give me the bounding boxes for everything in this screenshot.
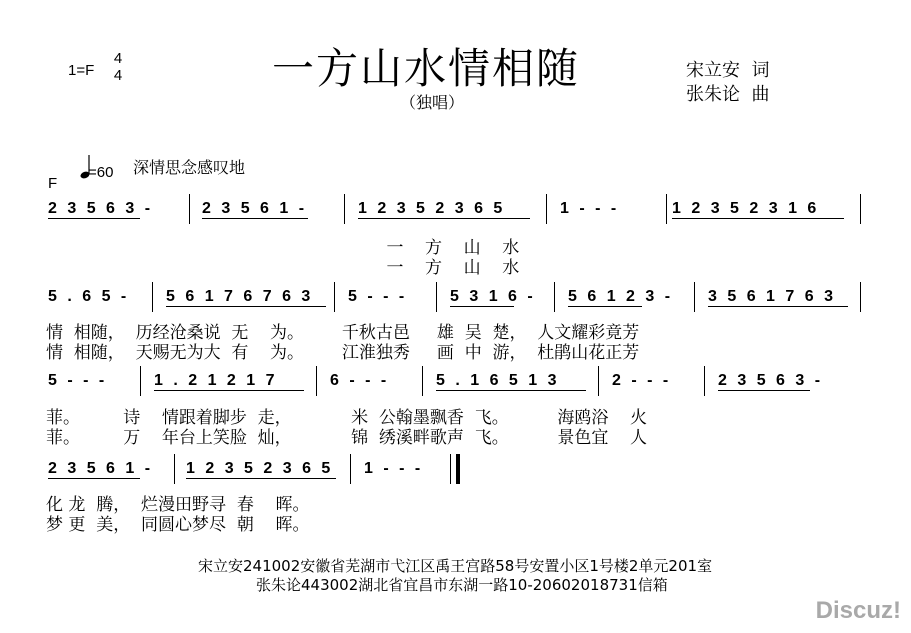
measure: 1 2 3 5 2 3 6 5 (358, 200, 506, 217)
underline-beam (568, 306, 642, 307)
song-title: 一方山水情相随 (272, 44, 581, 93)
lyric-line-2: 一 方 山 水 (46, 258, 520, 278)
underline-beam (48, 478, 140, 479)
measure: 3 5 6 1 7 6 3 (708, 288, 836, 305)
barline (860, 282, 861, 312)
staff-4 (44, 458, 864, 480)
measure: 5 . 6 5 - (48, 288, 130, 305)
lyricist-credit: 宋立安 词 (686, 60, 770, 81)
measure: 5 6 1 7 6 7 6 3 (166, 288, 314, 305)
barline (174, 454, 175, 484)
measure: 2 3 5 6 1 - (48, 460, 154, 477)
measure: 1 2 3 5 2 3 1 6 (672, 200, 820, 217)
measure: 1 - - - (560, 200, 620, 217)
underline-beam (718, 390, 810, 391)
barline (350, 454, 351, 484)
barline (666, 194, 667, 224)
composer-credit: 张朱论 曲 (686, 84, 770, 105)
lyric-line-2: 情 相随， 天赐无为大 有 为。 江淮独秀 画 中 游， 杜鹃山花正芳 (46, 343, 640, 363)
measure: 5 . 1 6 5 1 3 (436, 372, 560, 389)
tempo-bpm: =60 (88, 164, 114, 181)
barline (554, 282, 555, 312)
underline-beam (186, 478, 336, 479)
barline (344, 194, 345, 224)
staff-3 (44, 370, 864, 392)
key-signature: 1=F (68, 62, 95, 79)
time-signature-bottom: 4 (113, 67, 123, 84)
underline-beam (166, 306, 326, 307)
lyric-line-1: 一 方 山 水 (46, 238, 520, 258)
underline-beam (672, 218, 844, 219)
barline (598, 366, 599, 396)
measure: 6 - - - (330, 372, 390, 389)
measure: 2 - - - (612, 372, 672, 389)
final-barline-thin (450, 454, 451, 484)
lyric-line-1: 菲。 诗 情跟着脚步 走， 米 公翰墨飘香 飞。 海鸥浴 火 (46, 408, 647, 428)
barline (189, 194, 190, 224)
barline (436, 282, 437, 312)
measure: 5 - - - (48, 372, 108, 389)
measure: 2 3 5 6 3 - (48, 200, 154, 217)
measure: 2 3 5 6 3 - (718, 372, 824, 389)
tempo-key: F (48, 175, 58, 192)
lyric-line-2: 菲。 万 年台上笑脸 灿， 锦 绣溪畔歌声 飞。 景色宜 人 (46, 428, 647, 448)
final-barline-thick (456, 454, 460, 484)
barline (152, 282, 153, 312)
underline-beam (436, 390, 586, 391)
barline (704, 366, 705, 396)
author-address-1: 宋立安241002安徽省芜湖市弋江区禹王宫路58号安置小区1号楼2单元201室 (198, 557, 713, 575)
barline (694, 282, 695, 312)
staff-2 (44, 286, 864, 308)
expression-marking: 深情思念感叹地 (133, 158, 246, 177)
time-signature-top: 4 (113, 50, 123, 67)
lyric-line-2: 梦 更 美， 同圆心梦尽 朝 晖。 (46, 515, 310, 535)
underline-beam (154, 390, 304, 391)
author-address-2: 张朱论443002湖北省宜昌市东湖一路10-20602018731信箱 (256, 576, 668, 594)
barline (140, 366, 141, 396)
song-subtitle: （独唱） (400, 93, 465, 112)
underline-beam (358, 218, 530, 219)
time-signature (110, 50, 126, 84)
measure: 5 3 1 6 - (450, 288, 536, 305)
measure: 1 - - - (364, 460, 424, 477)
underline-beam (450, 306, 514, 307)
underline-beam (202, 218, 308, 219)
measure: 2 3 5 6 1 - (202, 200, 308, 217)
underline-beam (48, 218, 140, 219)
measure: 1 . 2 1 2 1 7 (154, 372, 278, 389)
measure: 5 6 1 2 3 - (568, 288, 674, 305)
staff-1 (44, 198, 864, 220)
barline (546, 194, 547, 224)
underline-beam (708, 306, 848, 307)
lyric-line-1: 情 相随， 历经沧桑说 无 为。 千秋古邑 雄 吴 楚， 人文耀彩竟芳 (46, 323, 640, 343)
barline (860, 194, 861, 224)
barline (422, 366, 423, 396)
measure: 5 - - - (348, 288, 408, 305)
watermark: Discuz! (815, 597, 901, 624)
barline (334, 282, 335, 312)
barline (316, 366, 317, 396)
lyric-line-1: 化 龙 腾， 烂漫田野寻 春 晖。 (46, 495, 310, 515)
measure: 1 2 3 5 2 3 6 5 (186, 460, 334, 477)
